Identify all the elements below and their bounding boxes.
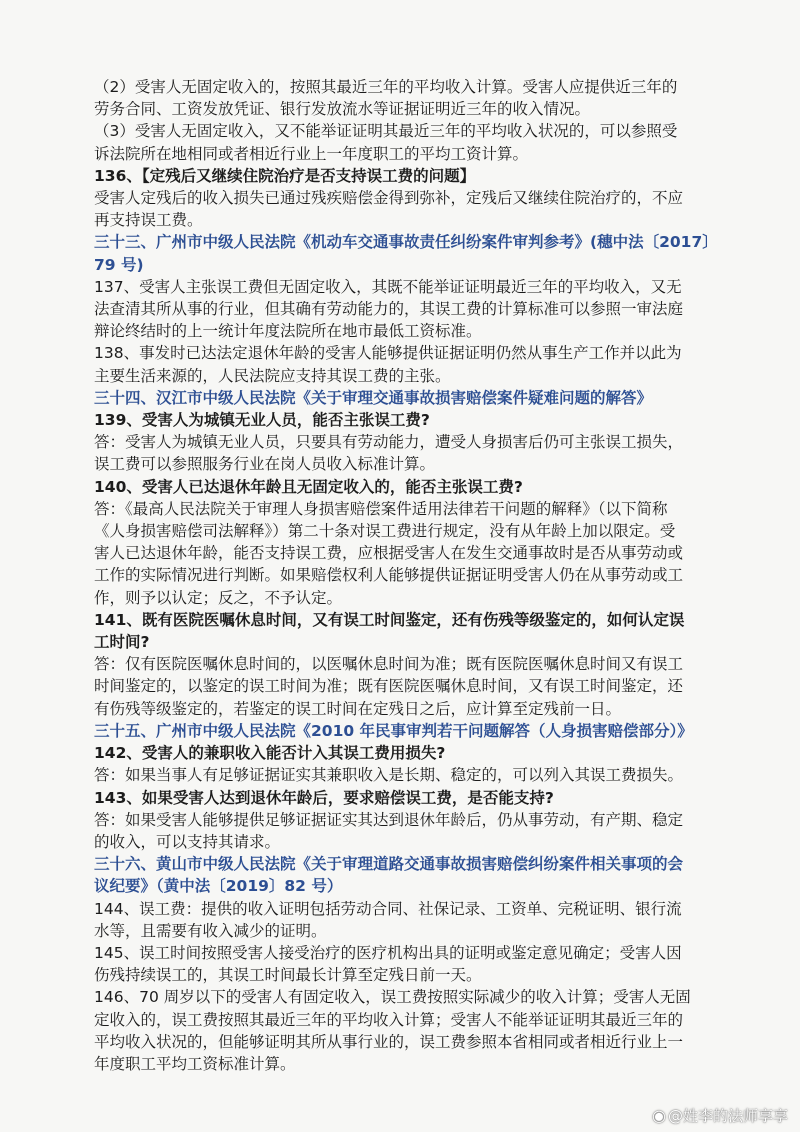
text-line: 水等，且需要有收入减少的证明。: [94, 921, 327, 940]
text-line: 答：《最高人民法院关于审理人身损害赔偿案件适用法律若干问题的解释》（以下简称: [94, 499, 668, 518]
weibo-icon: ◉: [652, 1106, 666, 1125]
text-line: 138、事发时已达法定退休年龄的受害人能够提供证据证明仍然从事生产工作并以此为: [94, 344, 682, 363]
text-line: 受害人定残后的收入损失已通过残疾赔偿金得到弥补，定残后又继续住院治疗的，不应: [94, 189, 684, 208]
question-line: 142、受害人的兼职收入能否计入其误工费用损失?: [94, 744, 446, 763]
text-line: 劳务合同、工资发放凭证、银行发放流水等证据证明近三年的收入情况。: [94, 100, 591, 119]
text-line: 伤残持续误工的，其误工时间最长计算至定残日前一天。: [94, 966, 482, 985]
text-line: 年度职工平均工资标准计算。: [94, 1054, 296, 1073]
text-line: 时间鉴定的，以鉴定的误工时间为准；既有医院医嘱休息时间，又有误工时间鉴定，还: [94, 677, 684, 696]
question-line: 141、既有医院医嘱休息时间，又有误工时间鉴定，还有伤残等级鉴定的，如何认定误: [94, 610, 685, 629]
text-line: 诉法院所在地相同或者相近行业上一年度职工的平均工资计算。: [94, 144, 529, 163]
text-line: 答：受害人为城镇无业人员，只要具有劳动能力，遭受人身损害后仍可主张误工损失，: [94, 433, 684, 452]
text-line: 害人已达退休年龄，能否支持误工费，应根据受害人在发生交通事故时是否从事劳动或: [94, 544, 684, 563]
watermark: [652, 1105, 788, 1126]
question-line: 139、受害人为城镇无业人员，能否主张误工费?: [94, 411, 430, 430]
text-line: 平均收入状况的，但能够证明其所从事行业的，误工费参照本省相同或者相近行业上一: [94, 1032, 684, 1051]
section-heading-line: 79 号): [94, 255, 144, 274]
text-line: 有伤残等级鉴定的，若鉴定的误工时间在定残日之后，应计算至定残前一日。: [94, 699, 622, 718]
text-line: 《人身损害赔偿司法解释》）第二十条对误工费进行规定，没有从年龄上加以限定。受: [94, 522, 676, 541]
text-line: 误工费可以参照服务行业在岗人员收入标准计算。: [94, 455, 436, 474]
text-line: 辩论终结时的上一统计年度法院所在地市最低工资标准。: [94, 322, 482, 341]
text-line: 145、误工时间按照受害人接受治疗的医疗机构出具的证明或鉴定意见确定；受害人因: [94, 943, 682, 962]
text-line: 144、误工费：提供的收入证明包括劳动合同、社保记录、工资单、完税证明、银行流: [94, 899, 682, 918]
question-line: 工时间?: [94, 633, 150, 652]
text-line: （2）受害人无固定收入的，按照其最近三年的平均收入计算。受害人应提供近三年的: [94, 78, 678, 96]
section-heading-line: 三十四、汉江市中级人民法院《关于审理交通事故损害赔偿案件疑难问题的解答》: [94, 388, 653, 407]
text-line: 答：如果当事人有足够证据证实其兼职收入是长期、稳定的，可以列入其误工费损失。: [94, 766, 684, 785]
text-line: （3）受害人无固定收入，又不能举证证明其最近三年的平均收入状况的，可以参照受: [94, 122, 678, 141]
section-heading-line: 三十五、广州市中级人民法院《2010 年民事审判若干问题解答（人身损害赔偿部分）》: [94, 721, 693, 740]
question-line: 136、【定残后又继续住院治疗是否支持误工费的问题】: [94, 166, 476, 185]
section-heading-line: 三十三、广州市中级人民法院《机动车交通事故责任纠纷案件审判参考》(穗中法〔2017〕: [94, 233, 718, 252]
text-line: 再支持误工费。: [94, 211, 203, 230]
text-line: 定收入的，误工费按照其最近三年的平均收入计算；受害人不能举证证明其最近三年的: [94, 1010, 684, 1029]
text-line: 146、70 周岁以下的受害人有固定收入，误工费按照实际减少的收入计算；受害人无固: [94, 988, 691, 1007]
text-line: 法查清其所从事的行业，但其确有劳动能力的，其误工费的计算标准可以参照一审法庭: [94, 300, 684, 319]
document-body: [94, 76, 738, 1075]
section-heading-line: 三十六、黄山市中级人民法院《关于审理道路交通事故损害赔偿纠纷案件相关事项的会: [94, 855, 684, 874]
section-heading-line: 议纪要》（黄中法〔2019〕82 号）: [94, 877, 343, 896]
text-line: 137、受害人主张误工费但无固定收入，其既不能举证证明最近三年的平均收入，又无: [94, 277, 682, 296]
text-line: 答：仅有医院医嘱休息时间的，以医嘱休息时间为准；既有医院医嘱休息时间又有误工: [94, 655, 684, 674]
text-line: 答：如果受害人能够提供足够证据证实其达到退休年龄后，仍从事劳动，有产期、稳定: [94, 810, 684, 829]
text-line: 工作的实际情况进行判断。如果赔偿权利人能够提供证据证明受害人仍在从事劳动或工: [94, 566, 684, 585]
text-line: 作，则予以认定；反之，不予认定。: [94, 588, 343, 607]
question-line: 143、如果受害人达到退休年龄后，要求赔偿误工费，是否能支持?: [94, 788, 554, 807]
watermark-text: @姓李的法师享享: [667, 1107, 788, 1125]
text-line: 主要生活来源的，人民法院应支持其误工费的主张。: [94, 366, 451, 385]
question-line: 140、受害人已达退休年龄且无固定收入的，能否主张误工费?: [94, 477, 523, 496]
text-line: 的收入，可以支持其请求。: [94, 832, 281, 851]
